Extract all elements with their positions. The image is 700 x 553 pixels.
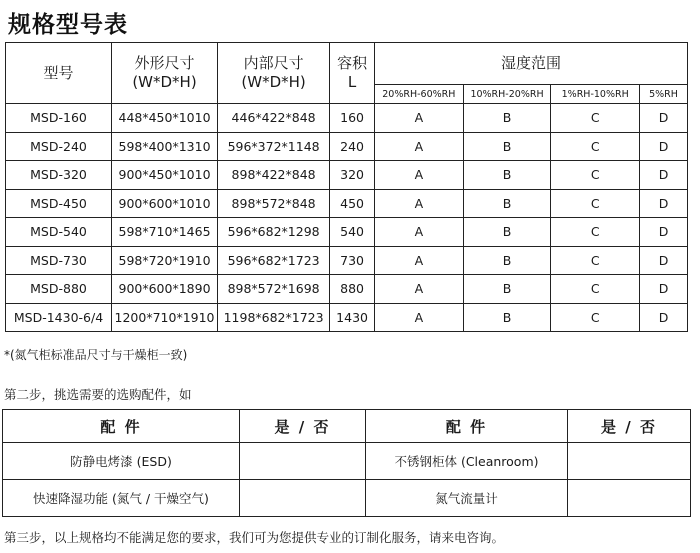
options-row (3, 443, 691, 480)
cell-grade: A (375, 303, 464, 332)
cell-grade: A (375, 104, 464, 133)
table-row (6, 132, 688, 161)
header-outer-unit: (W*D*H) (132, 73, 197, 91)
cell-grade: A (375, 161, 464, 190)
cell-grade: D (640, 275, 688, 304)
cell-model: MSD-880 (6, 275, 112, 304)
header-capacity-label: 容积 (337, 54, 368, 72)
header-inner-size (218, 43, 330, 104)
header-yes-no: 是 / 否 (240, 410, 366, 443)
cell-grade: D (640, 161, 688, 190)
cell-grade: A (375, 246, 464, 275)
cell-inner-size: 596*372*1148 (218, 132, 330, 161)
cell-grade: C (551, 189, 640, 218)
header-accessory: 配 件 (366, 410, 568, 443)
table-row (6, 161, 688, 190)
step-two-text: 第二步，挑选需要的选购配件，如 (4, 387, 192, 402)
cell-model: MSD-1430-6/4 (6, 303, 112, 332)
cell-capacity: 320 (330, 161, 375, 190)
cell-model: MSD-730 (6, 246, 112, 275)
header-inner-label: 内部尺寸 (243, 54, 304, 72)
options-header-row (3, 410, 691, 443)
cell-outer-size: 598*720*1910 (112, 246, 218, 275)
cell-outer-size: 448*450*1010 (112, 104, 218, 133)
cell-grade: B (463, 189, 551, 218)
cell-grade: D (640, 246, 688, 275)
page-title: 规格型号表 (8, 12, 128, 38)
cell-outer-size: 598*710*1465 (112, 218, 218, 247)
cell-inner-size: 898*572*848 (218, 189, 330, 218)
header-capacity-unit: L (347, 73, 357, 91)
header-humidity-range: 20%RH-60%RH (375, 85, 464, 104)
cell-grade: A (375, 218, 464, 247)
cell-model: MSD-240 (6, 132, 112, 161)
header-capacity (330, 43, 375, 104)
option-check-cell[interactable] (240, 480, 366, 517)
cell-inner-size: 596*682*1723 (218, 246, 330, 275)
cell-grade: A (375, 275, 464, 304)
cell-capacity: 160 (330, 104, 375, 133)
option-fast-dehumidify: 快速降湿功能 (氮气 / 干燥空气) (3, 480, 240, 517)
cell-grade: D (640, 303, 688, 332)
option-check-cell[interactable] (568, 443, 691, 480)
cell-grade: B (463, 161, 551, 190)
cell-grade: C (551, 218, 640, 247)
cell-grade: D (640, 218, 688, 247)
cell-model: MSD-160 (6, 104, 112, 133)
table-row (6, 104, 688, 133)
cell-grade: A (375, 189, 464, 218)
cell-outer-size: 900*600*1010 (112, 189, 218, 218)
option-stainless-cabinet: 不锈钢柜体 (Cleanroom) (366, 443, 568, 480)
option-check-cell[interactable] (568, 480, 691, 517)
cell-model: MSD-540 (6, 218, 112, 247)
cell-grade: A (375, 132, 464, 161)
cell-outer-size: 900*450*1010 (112, 161, 218, 190)
cell-inner-size: 1198*682*1723 (218, 303, 330, 332)
cell-inner-size: 898*422*848 (218, 161, 330, 190)
cell-model: MSD-320 (6, 161, 112, 190)
cell-capacity: 1430 (330, 303, 375, 332)
cell-model: MSD-450 (6, 189, 112, 218)
cell-grade: B (463, 275, 551, 304)
cell-grade: B (463, 303, 551, 332)
header-humidity: 湿度范围 (375, 43, 688, 85)
option-check-cell[interactable] (240, 443, 366, 480)
standard-size-note: *(氮气柜标准品尺寸与干燥柜一致) (4, 348, 188, 362)
cell-capacity: 880 (330, 275, 375, 304)
cell-capacity: 450 (330, 189, 375, 218)
cell-outer-size: 1200*710*1910 (112, 303, 218, 332)
cell-capacity: 730 (330, 246, 375, 275)
cell-grade: C (551, 161, 640, 190)
step-three-text: 第三步，以上规格均不能满足您的要求，我们可为您提供专业的订制化服务，请来电咨询。 (4, 530, 505, 545)
cell-grade: B (463, 132, 551, 161)
header-outer-size (112, 43, 218, 104)
header-humidity-range: 5%RH (640, 85, 688, 104)
cell-grade: C (551, 303, 640, 332)
cell-grade: D (640, 104, 688, 133)
cell-grade: D (640, 132, 688, 161)
options-row (3, 480, 691, 517)
header-model: 型号 (6, 43, 112, 104)
cell-grade: B (463, 104, 551, 133)
table-row (6, 189, 688, 218)
table-row (6, 246, 688, 275)
cell-grade: B (463, 246, 551, 275)
header-yes-no: 是 / 否 (568, 410, 691, 443)
cell-outer-size: 598*400*1310 (112, 132, 218, 161)
header-humidity-range: 1%RH-10%RH (551, 85, 640, 104)
options-table (2, 409, 691, 517)
cell-inner-size: 596*682*1298 (218, 218, 330, 247)
cell-capacity: 540 (330, 218, 375, 247)
header-humidity-range: 10%RH-20%RH (463, 85, 551, 104)
header-inner-unit: (W*D*H) (241, 73, 306, 91)
cell-grade: C (551, 104, 640, 133)
cell-outer-size: 900*600*1890 (112, 275, 218, 304)
cell-inner-size: 446*422*848 (218, 104, 330, 133)
table-row (6, 275, 688, 304)
spec-table (5, 42, 688, 332)
header-accessory: 配 件 (3, 410, 240, 443)
cell-grade: B (463, 218, 551, 247)
table-row (6, 303, 688, 332)
cell-grade: C (551, 246, 640, 275)
header-outer-label: 外形尺寸 (134, 54, 195, 72)
cell-grade: C (551, 132, 640, 161)
cell-capacity: 240 (330, 132, 375, 161)
cell-inner-size: 898*572*1698 (218, 275, 330, 304)
option-nitrogen-flowmeter: 氮气流量计 (366, 480, 568, 517)
spec-header-row (6, 43, 688, 85)
option-esd-paint: 防静电烤漆 (ESD) (3, 443, 240, 480)
cell-grade: D (640, 189, 688, 218)
table-row (6, 218, 688, 247)
cell-grade: C (551, 275, 640, 304)
